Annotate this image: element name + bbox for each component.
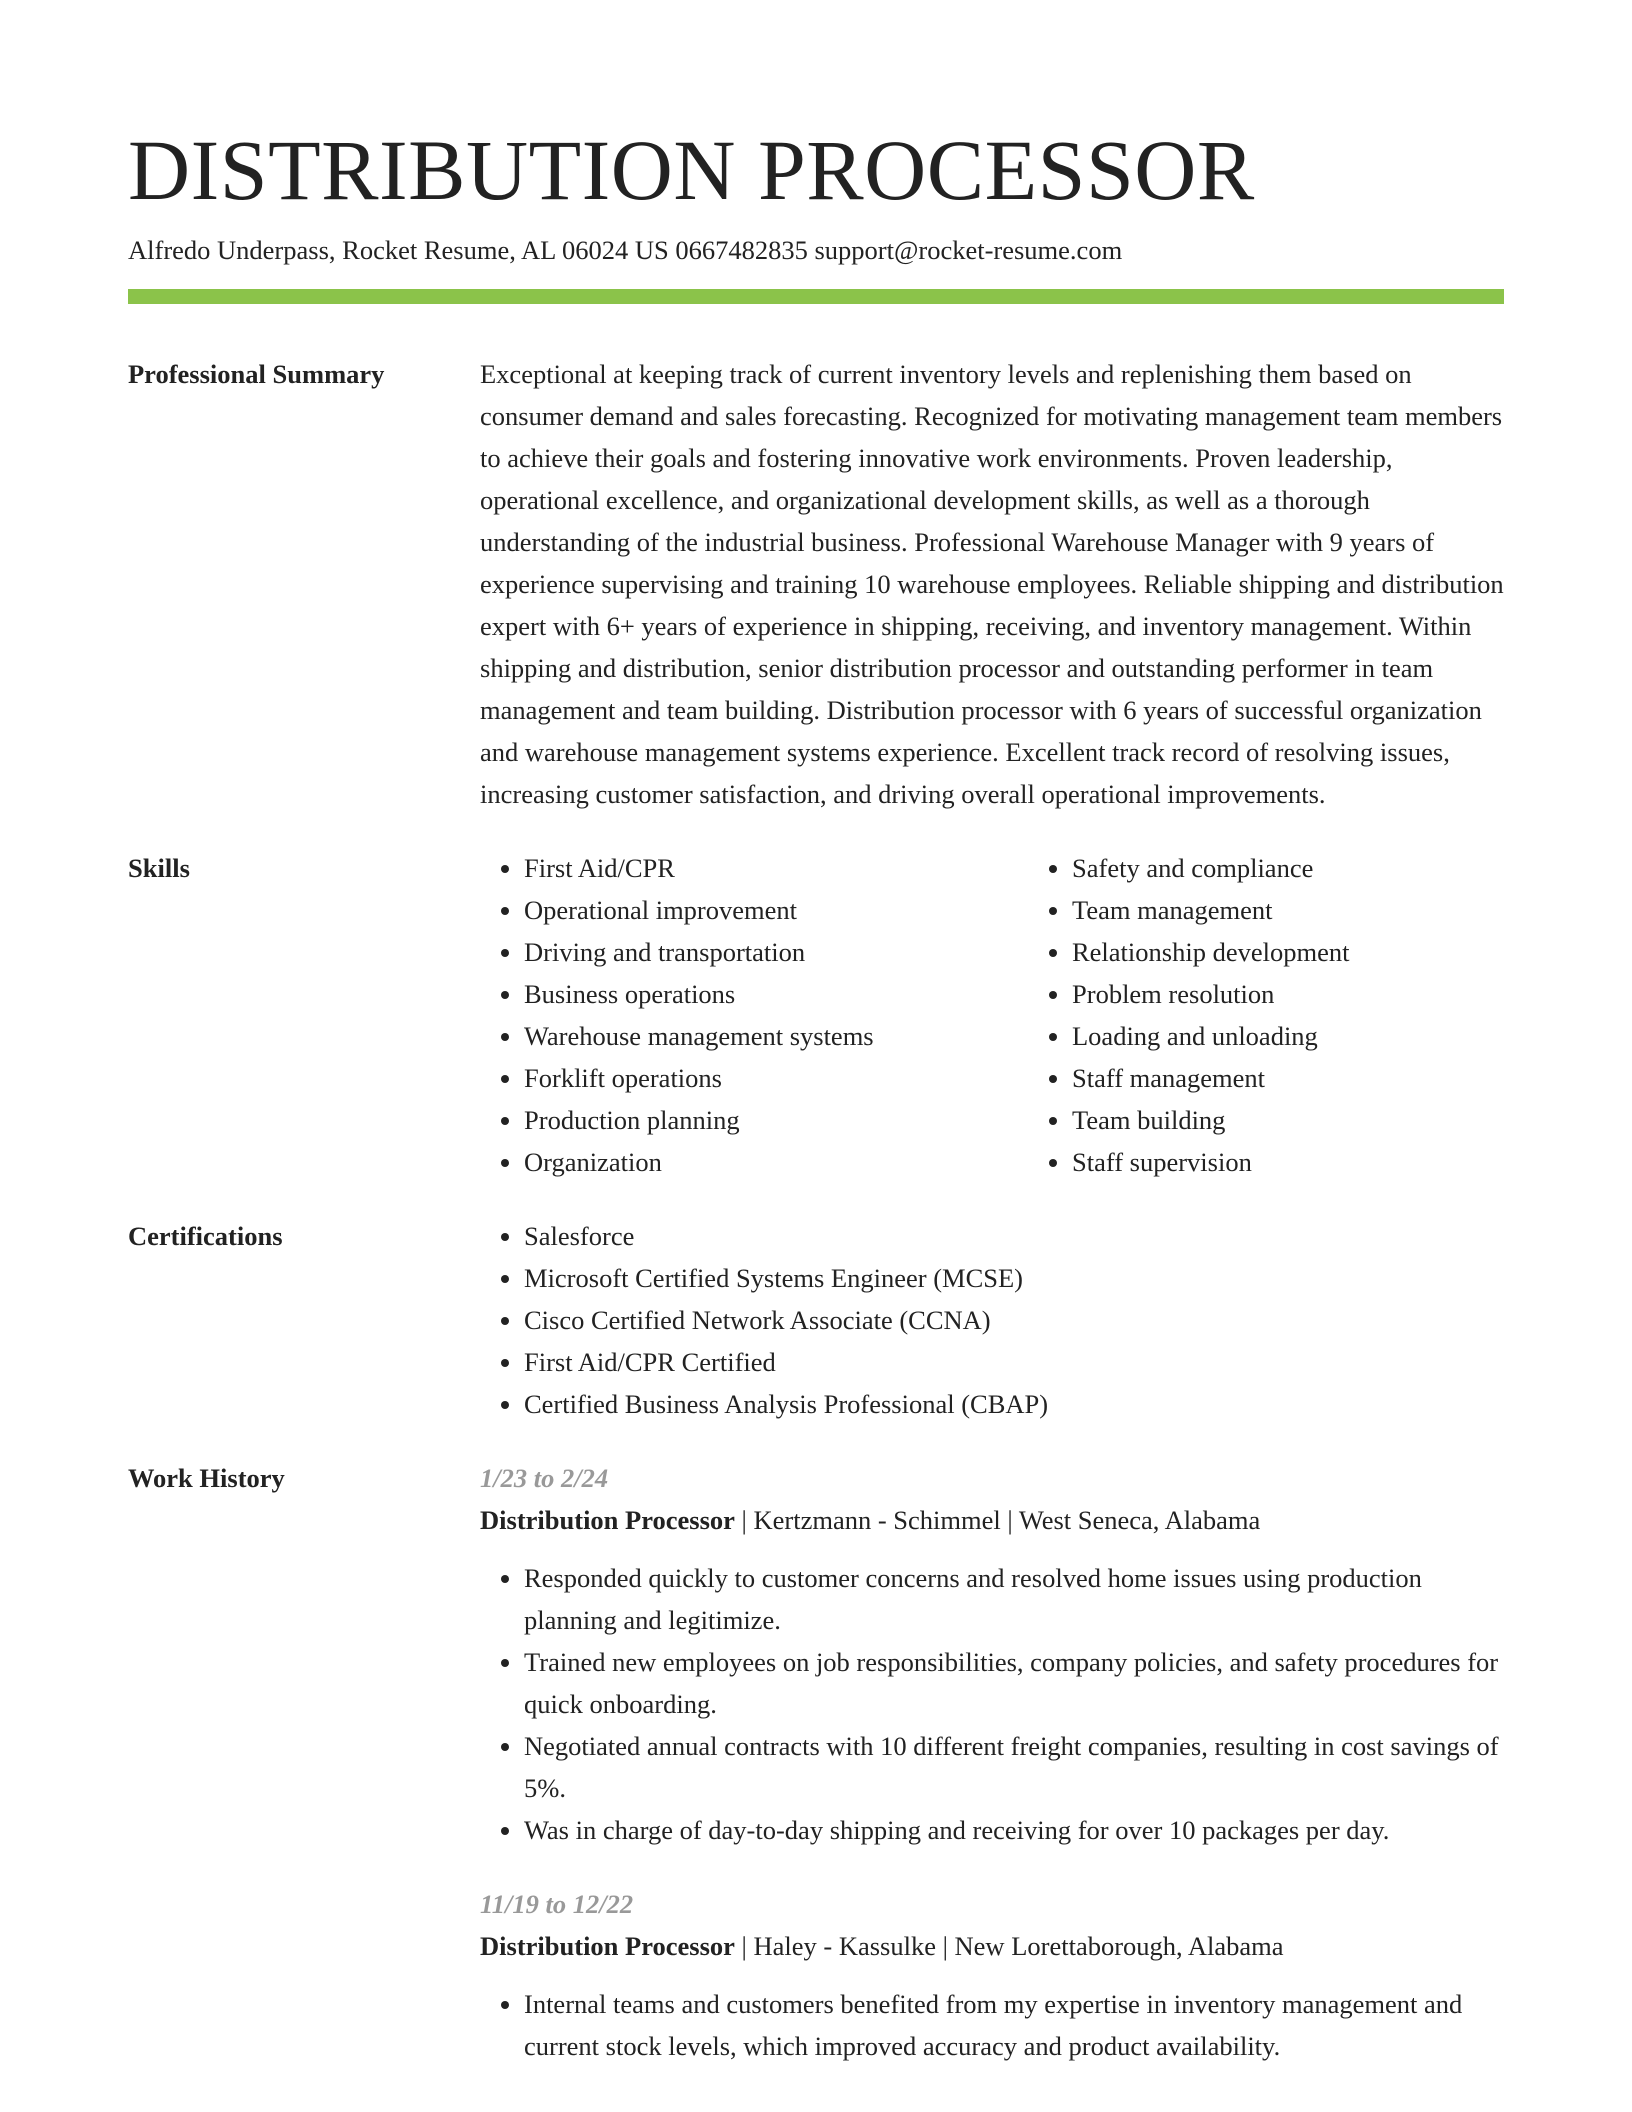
- skill-item: • Operational improvement: [524, 889, 1028, 931]
- job-header: [480, 1925, 1504, 1967]
- skill-item: • Loading and unloading: [1072, 1015, 1576, 1057]
- job-entry: [480, 1457, 1504, 1851]
- job-bullet: • Was in charge of day-to-day shipping and receiving for over 10 packages per day.: [524, 1809, 1504, 1851]
- skills-section: [128, 847, 1504, 1183]
- contact-line: Alfredo Underpass, Rocket Resume, AL 06024 US 0667482835 support@rocket-resume.com: [128, 235, 1123, 265]
- skills-columns: [480, 847, 1576, 1183]
- skill-item: • Relationship development: [1072, 931, 1576, 973]
- certifications-list: [480, 1215, 1504, 1425]
- job-bullets: [480, 1983, 1504, 2067]
- job-dates: 1/23 to 2/24: [480, 1463, 609, 1493]
- skill-item: • Organization: [524, 1141, 1028, 1183]
- job-title: Distribution Processor: [480, 1505, 735, 1535]
- job-bullet: • Negotiated annual contracts with 10 different freight companies, resulting in cost savings of 5%.: [524, 1725, 1504, 1809]
- job-company-location: | Haley - Kassulke | New Lorettaborough, Alabama: [734, 1931, 1284, 1961]
- work-history-section: [128, 1457, 1504, 2067]
- certification-item: • First Aid/CPR Certified: [524, 1341, 1504, 1383]
- certification-item: • Salesforce: [524, 1215, 1504, 1257]
- header-divider: [128, 289, 1504, 304]
- certification-item: • Cisco Certified Network Associate (CCNA): [524, 1299, 1504, 1341]
- skills-list-right: [1028, 847, 1576, 1183]
- skills-heading: Skills: [128, 853, 190, 883]
- certifications-section: [128, 1215, 1504, 1425]
- job-header: [480, 1499, 1504, 1541]
- summary-text: Exceptional at keeping track of current inventory levels and replenishing them based on consumer demand and sales forecasting. Recognized for motivating management team members to achieve their goals and fostering innovative work environments. Proven leadership, operational excellence, and organizational development skills, as well as a thorough understanding of the industrial business. Professional Warehouse Manager with 9 years of experience supervising and training 10 warehouse employees. Reliable shipping and distribution expert with 6+ years of experience in shipping, receiving, and inventory management. Within shipping and distribution, senior distribution processor and outstanding performer in team management and team building. Distribution processor with 6 years of successful organization and warehouse management systems experience. Excellent track record of resolving issues, increasing customer satisfaction, and driving overall operational improvements.: [480, 359, 1504, 809]
- job-entry: [480, 1883, 1504, 2067]
- skill-item: • Safety and compliance: [1072, 847, 1576, 889]
- skill-item: • Production planning: [524, 1099, 1028, 1141]
- skill-item: • Team building: [1072, 1099, 1576, 1141]
- job-title: Distribution Processor: [480, 1931, 735, 1961]
- skill-item: • Problem resolution: [1072, 973, 1576, 1015]
- work-history-heading: Work History: [128, 1463, 285, 1493]
- skill-item: • First Aid/CPR: [524, 847, 1028, 889]
- summary-heading: Professional Summary: [128, 359, 385, 389]
- job-bullet: • Trained new employees on job responsibilities, company policies, and safety procedures for quick onboarding.: [524, 1641, 1504, 1725]
- resume-page: [128, 112, 1504, 2067]
- certification-item: • Certified Business Analysis Professional (CBAP): [524, 1383, 1504, 1425]
- job-company-location: | Kertzmann - Schimmel | West Seneca, Alabama: [734, 1505, 1261, 1535]
- certifications-body: [480, 1215, 1504, 1425]
- certifications-heading: Certifications: [128, 1221, 283, 1251]
- skill-item: • Driving and transportation: [524, 931, 1028, 973]
- work-history-body: [480, 1457, 1504, 2067]
- skill-item: • Staff management: [1072, 1057, 1576, 1099]
- summary-section: [128, 353, 1504, 815]
- certification-item: • Microsoft Certified Systems Engineer (MCSE): [524, 1257, 1504, 1299]
- skill-item: • Staff supervision: [1072, 1141, 1576, 1183]
- skills-list-left: [480, 847, 1028, 1183]
- job-bullet: • Internal teams and customers benefited from my expertise in inventory management and current stock levels, which improved accuracy and product availability.: [524, 1983, 1504, 2067]
- job-dates: 11/19 to 12/22: [480, 1889, 634, 1919]
- job-bullet: • Responded quickly to customer concerns and resolved home issues using production planning and legitimize.: [524, 1557, 1504, 1641]
- job-bullets: [480, 1557, 1504, 1851]
- resume-title: DISTRIBUTION PROCESSOR: [128, 122, 1255, 218]
- skill-item: • Warehouse management systems: [524, 1015, 1028, 1057]
- skill-item: • Forklift operations: [524, 1057, 1028, 1099]
- skill-item: • Team management: [1072, 889, 1576, 931]
- skill-item: • Business operations: [524, 973, 1028, 1015]
